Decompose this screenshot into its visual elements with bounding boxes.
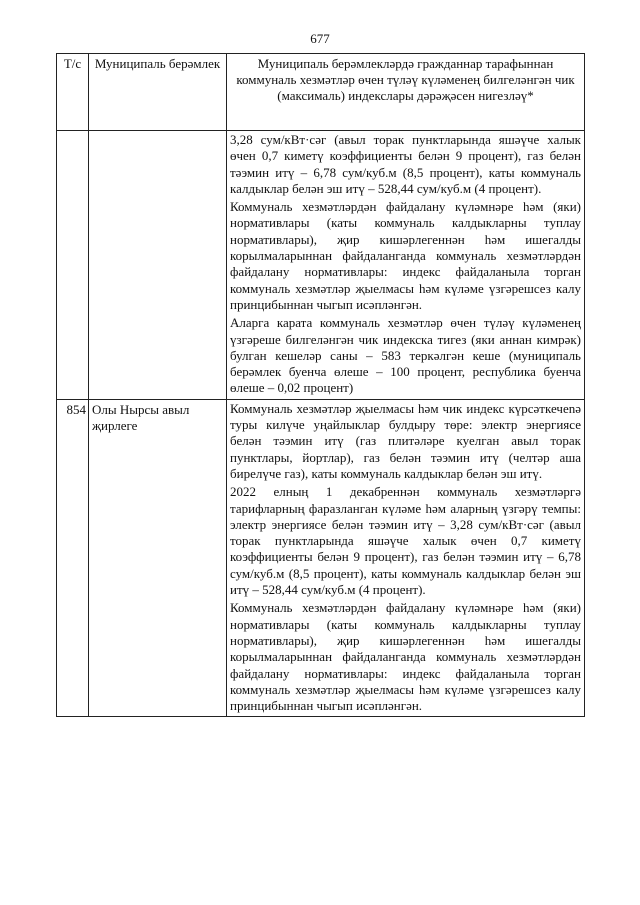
paragraph: 2022 елның 1 декабреннән коммуналь хезмәтләргә тарифларның фаразланган күләме һәм аларның үзгәрү темпы: электр энергиясе белән тәэмин итү – 3,28 сум/кВт·сәг (авыл торак пунктларында яшәүче халык өчен 0,7 киметү коэффициенты белән 9 процент), газ белән тәэмин итү – 6,78 сум/куб.м (8,5 процент), каты коммуналь калдыклар белән эш итү – 528,44 сум/куб.м (4 процент). [230,484,581,598]
paragraph: Коммуналь хезмәтләрдән файдалану күләмнәре һәм (яки) нормативлары (каты коммуналь калдыкларны туплау нормативлары), җир кишәрлегеннән һәм ишегалды корылмаларыннан файдаланганда коммуналь хезмәтләрдән файдалану нормативлары: индекс файдаланыла торган коммуналь хезмәтләр җыелмасы һәм күләме үзгәрешсез калу принцибыннан чыгып исәпләнгән. [230,199,581,312]
row-justification [227,131,585,400]
header-serial-number: Т/с [57,54,89,131]
header-justification: Муниципаль берәмлекләрдә гражданнар тарафыннан коммуналь хезмәтләр өчен түләү күләменең билгеләнгән чик (максималь) индекслары дәрәҗәсен нигезләү* [227,54,585,131]
row-number [57,131,89,400]
row-number: 854 [57,399,89,717]
row-municipality [89,131,227,400]
tariff-index-table [56,53,585,717]
header-municipality: Муниципаль берәмлек [89,54,227,131]
paragraph: Аларга карата коммуналь хезмәтләр өчен түләү күләменең үзгәреше билгеләнгән чик индекска тигез (яки аннан кимрәк) булган кешеләр саны – 583 теркәлгән кеше (муниципаль берәмлек буенча өлеше – 100 процент, республика буенча өлеше – 0,02 процент) [230,315,581,396]
row-justification [227,399,585,717]
page-number: 677 [310,31,330,46]
paragraph: Коммуналь хезмәтләрдән файдалану күләмнәре һәм (яки) нормативлары (каты коммуналь калдыкларны туплау нормативлары), җир кишәрлегеннән һәм ишегалды корылмаларыннан файдаланганда коммуналь хезмәтләрдән файдалану нормативлары: индекс файдаланыла торган коммуналь хезмәтләр җыелмасы һәм күләме үзгәрешсез калу принцибыннан чыгып исәпләнгән. [230,600,581,714]
table-header-row [57,54,585,131]
row-municipality: Олы Нырсы авыл җирлеге [89,399,227,717]
table-row [57,399,585,717]
paragraph: Коммуналь хезмәтләр җыелмасы һәм чик индекс күрсәткечenә туры килүче уңайлыклар булдыру төре: электр энергиясе белән тәэмин итү (газ плитәләре куелган авыл торак пунктлары, йортлар), газ белән тәэмин итү (челтәр аша бирелүче газ), каты коммуналь калдыклар белән эш итү. [230,400,581,481]
table-row [57,131,585,400]
paragraph: 3,28 сум/кВт·сәг (авыл торак пунктларында яшәүче халык өчен 0,7 киметү коэффициенты белән 9 процент), газ белән тәэмин итү – 6,78 сум/куб.м (8,5 процент), каты коммуналь калдыклар белән эш итү – 528,44 сум/куб.м (4 процент). [230,132,581,196]
